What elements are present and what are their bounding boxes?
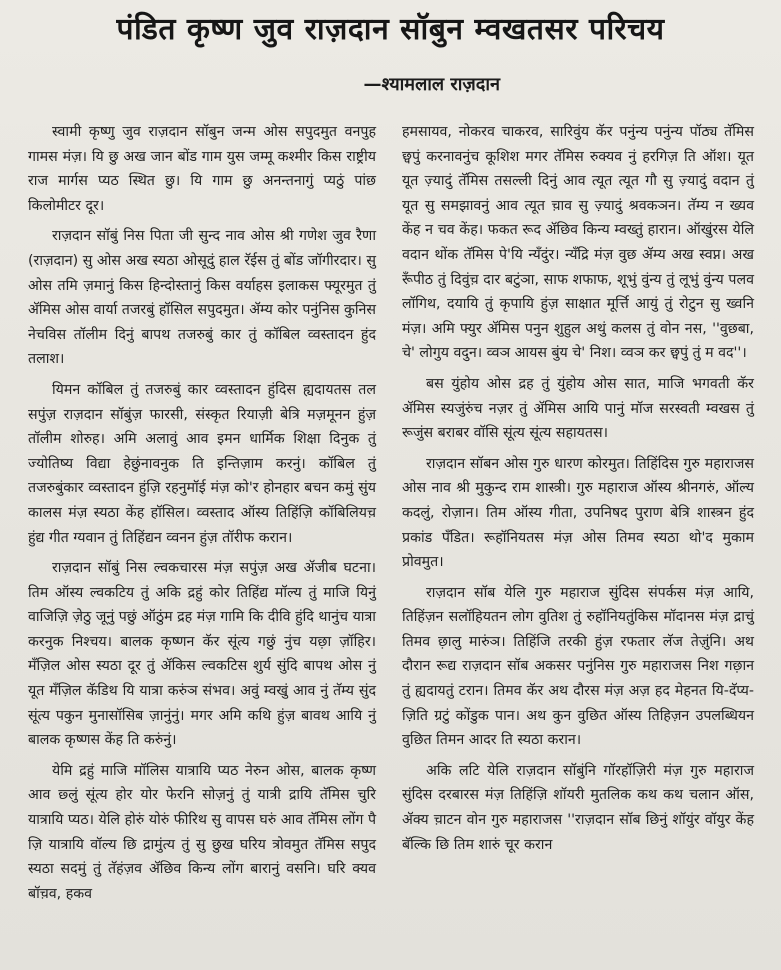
paragraph: यिमन कॉबिल तुं तजरुबुं कार व्वस्तादन हुंदिस ह्यदायतस तल सपुंज़ राज़दान सॉबुंज़ फारसी, संस्कृत रियाज़ी बेत्रि मज़मूनन हुंज़ तॉलीम शोरुह। अमि अलावुं आव इमन धार्मिक शिक्षा दिनुक तुं ज्योतिष्य विद्या हेछुंनावनुक ति इन्तिज़ाम करनुं। कॉबिल तुं तजरुबुंकार व्वस्तादन हुंज़ि रहनुमॉई मंज़ को'र होनहार बचन कमुं सुंय कालस मंज़ स्यठा केंह हॉसिल। व्वस्ताद ऑस्य तिहिंज़ि कॉबिलियच़ हुंद्य गीत ग्यवान तुं तिहिंद्यन व्वनन हुंज़ तॉरीफ करान।: [28, 381, 376, 546]
right-column: [402, 120, 754, 863]
paragraph: येमि द्रहुं माजि मॉलिस यात्रायि प्यठ नेरुन ओस, बालक कृष्ण आव छ्लुं सूंत्य होर योर फेरनि सोज़नुं तुं यात्री द्रायि तॅमिस चुरि यात्रायि प्यठ। येलि होरुं योरुं फीरिथ सु वापस घरुं आव तॅमिस लोंग पै ज़ि यात्रायि वॉल्य छि द्रामुंत्य तुं सु छुख घरिय त्रोवमुत तॅमिस सपुद स्यठा सदमुं तुं तॅहंज़व ॲछिव किन्य लोंग बारानुं वसनि। घरि क्यव बॉच़व, हकव: [28, 762, 376, 902]
paragraph: राज़दान सॉबुं निस पिता जी सुन्द नाव ओस श्री गणेश जुव रैणा (राज़दान) सु ओस अख स्यठा ओसूदुं हाल रॅईस तुं बोंड जॉगीरदार। सु ओस तमि ज़मानुं किस हिन्दोस्तानुं किस वर्याहस इलाकस फ्यूरमुत तुं ॲमिस ओस वार्या तजरबुं हॉसिल सपुदमुत। ॲम्य कोर पनुंनिस कुनिस नेचविस तॉलीम दिनुं बापथ तजरुबुं कार तुं कॉबिल व्वस्तादन हुंद तलाश।: [28, 228, 376, 368]
author-byline: —श्यामलाल राज़दान: [363, 74, 500, 95]
paragraph: बस युंहोय ओस द्रह तुं युंहोय ओस सात, माजि भगवती कॅर ॲमिस स्यजुंरुंच नज़र तुं ॲमिस आयि पानुं मॉज सरस्वती म्वखस तुं रूजुंस बराबर वॉसि सूंत्य सूंत्य सहायतस।: [402, 375, 754, 442]
paragraph: स्वामी कृष्णु जुव राज़दान सॉबुन जन्म ओस सपुदमुत वनपुह गामस मंज़। यि छु अख जान बोंड गाम युस जम्मू कश्मीर किस राष्ट्रीय राज मार्गस प्यठ स्थित छु। यि गाम छु अनन्तनागुं प्यठुं पांछ किलोमीटर दूर।: [28, 124, 376, 214]
left-column: [28, 120, 376, 912]
paragraph: अकि लटि येलि राज़दान सॉबुंनि गॉरहॉज़िरी मंज़ गुरु महाराज सुंदिस दरबारस मंज़ तिहिंज़ि शॉयरी मुतलिक कथ कथ चलान ऑस, ॲक्य च़ाटन वोन गुरु महाराजस ''राज़दान सॉब छिनुं शॉयुंर वॉयुर केंह बॅल्कि छि तिम शारुं चूर करान: [402, 762, 754, 853]
article-title: पंडित कृष्ण जुव राज़दान सॉबुन म्वखतसर परिचय: [116, 12, 665, 47]
paragraph: राज़दान सॉब येलि गुरु महाराज सुंदिस संपर्कस मंज़ आयि, तिहिंज़न सलॉहियतन लोग वुतिश तुं रुहॉनियतुंकिस मॉदानस मंज़ द्राचुं तिमव छ़ालु मारुंञ। तिहिंजि तरकी हुंज़ रफतार लॅज तेज़ुंनि। अथ दौरान रूद्य राज़दान सॉब अकसर पनुंनिस गुरु महाराजस निश गछ़ान तुं ह्यदायतुं टरान। तिमव कॅर अथ दौरस मंज़ अज़ हद मेहनत यि-दॅप्य-ज़िति ग्रटुं कोंडुक पान। अथ कुन वुछित ऑस्य तिहिज़न उपलब्धियन वुछित तिमन आदर ति स्यठा करान।: [402, 584, 754, 749]
paragraph: राज़दान सॉबुं निस ल्वकचारस मंज़ सपुंज़ अख ॲजीब घटना। तिम ऑस्य ल्वकटिय तुं अकि द्रहुं कोर तिहिंद्य मॉल्य तुं माजि यिनुं वाजिज़ि ज़ेठु जूनुं पछुं ऑठुंम द्रह मंज़ गामि कि दीवि हुंदि थानुंच यात्रा करनुक निश्चय। बालक कृष्णन कॅर सूंत्य गछुं नुंच यछ़ा ज़ॉहिर। मॅंज़िल ओस स्यठा दूर तुं ॲकिस ल्वकटिस शुर्य सुंदि बापथ ओस नुं यूत मॅंज़िल कॅडिथ यि यात्रा करुंञ संभव। अवुं म्वखुं आव नुं तॅम्य सुंद सूंत्य पकुन मुनासॉसिब ज़ानुंनुं। मगर अमि कथि हुंज़ बावथ आयि नुं बालक कृष्णस केंह ति करुंनुं।: [28, 560, 376, 749]
paragraph: हमसायव, नोकरव चाकरव, सारिवुंय कॅर पनुंन्य पनुंन्य पॉठ्य तॅमिस छ्वपुं करनावनुंच कूशिश मगर तॅमिस रुक्यव नुं हरगिज़ ति ऑश। यूत यूत ज़्यादुं तॅमिस तसल्ली दिनुं आव त्यूत त्यूत गौ सु ज़्यादुं वदान तुं यूत सु समझावनुं आव त्यूत च़ाव सु ज़्यादुं श्रवकञन। तॅम्य न ख्यव केंह न चव केंह। फकत रूद ॲछिव किन्य म्वख्तुं हारान। ऑखुंरस येलि वदान थोंक तॅमिस पे'यि न्यॅंदुंर। न्यॅंद्रि मंज़ वुछ ॲम्य अख स्वप्न। अख रूँपीठ तुं दिवुंच़ दार बटुंञा, साफ शफाफ, शूभुं वुंन्य तुं लूभुं वुंन्य पलव लॉगिथ, दयायि तुं कृपायि हुंज़ साक्षात मूर्त्ति आयुं तुं रोटुन सु ख्वनि मंज़। अमि फ्युर ॲमिस पनुन शुहुल अथुं कलस तुं वोन नस, ''वुछबा, चे' लोगुय वदुन। व्वञ आयस बुंय चे' निश। व्वञ कर छ्वपुं तुं म वद''।: [402, 124, 754, 362]
paragraph: राज़दान सॉबन ओस गुरु धारण कोरमुत। तिहिंदिस गुरु महाराजस ओस नाव श्री मुकुन्द राम शास्त्री। गुरु महाराज ऑस्य श्रीनगरुं, ऑल्य कदलुं, रोज़ान। तिम ऑस्य गीता, उपनिषद पुराण बेत्रि शास्त्रन हुंद प्रकांड पॅंडित। रूहॉनियतस मंज़ ओस तिमव स्यठा थो'द मुकाम प्रोवमुत।: [402, 455, 754, 571]
